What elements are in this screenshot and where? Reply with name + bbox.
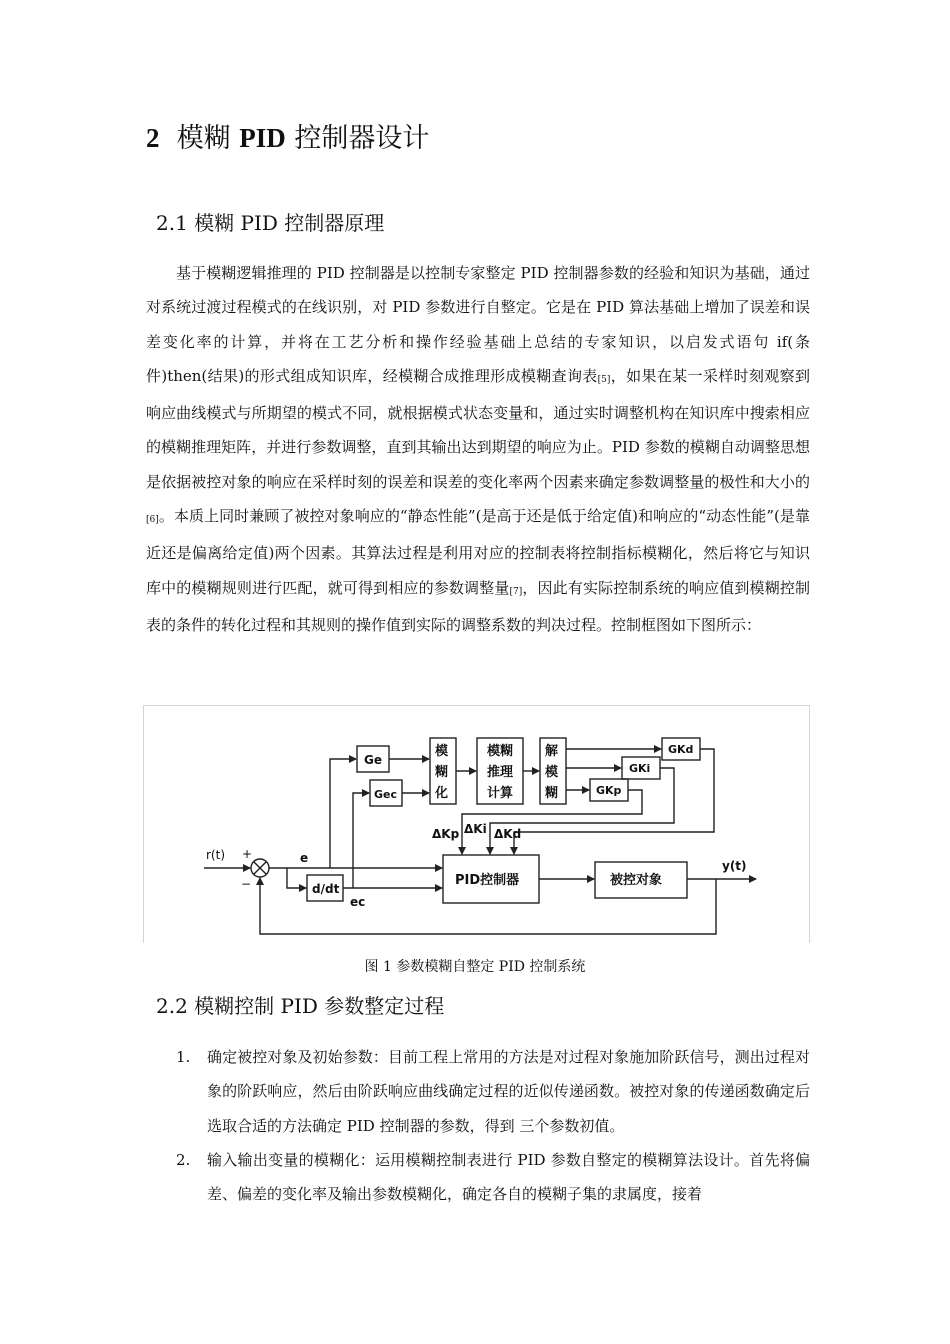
list-number: 2. bbox=[176, 1150, 191, 1169]
section-title-pid: PID bbox=[239, 123, 286, 153]
paragraph-part-4: ，因此有实际控制系统的响应值到模糊控制表的条件的转化过程和其规则的操作值到实际的调整系数的判决过程。控制框图如下图所示： bbox=[146, 578, 810, 634]
label-minus: − bbox=[241, 877, 252, 891]
label-plant: 被控对象 bbox=[610, 873, 663, 888]
label-gec: Gec bbox=[374, 788, 398, 801]
label-ddt: d/dt bbox=[312, 882, 340, 896]
paragraph-part-1: 基于模糊逻辑推理的 PID 控制器是以控制专家整定 PID 控制器参数的经验和知识为基础，通过对系统过渡过程模式的在线识别，对 PID 参数进行自整定。它是在 PID 算法基础上增加了误差和误差变化率的计算，并将在工艺分析和操作经验基础上总结的专家知识，以启发式语句 if(条件)then(结果)的形式组成知识库，经模糊合成推理形成模糊查询表 bbox=[146, 264, 810, 385]
paragraph-part-2: ，如果在某一采样时刻观察到响应曲线模式与所期望的模式不同，就根据模式状态变量和，通过实时调整机构在知识库中搜索相应的模糊推理矩阵，并进行参数调整，直到其输出达到期望的响应为止。PID 参数的模糊自动调整思想是依据被控对象的响应在采样时刻的误差和误差的变化率两个因素来确定参数调整量的极性和大小的 bbox=[146, 366, 810, 491]
label-yt: y(t) bbox=[722, 859, 747, 873]
section-title-post: 控制器设计 bbox=[294, 123, 430, 154]
label-delta-kd: ΔKd bbox=[494, 827, 522, 841]
label-delta-kp: ΔKp bbox=[432, 827, 460, 841]
line-e-to-ddt bbox=[287, 868, 306, 888]
section-number: 2 bbox=[146, 123, 160, 153]
paragraph-part-3: 。本质上同时兼顾了被控对象响应的“静态性能”(是高于还是低于给定值)和响应的“动态性能”(是靠近还是偏离给定值)两个因素。其算法过程是利用对应的控制表将控制指标模糊化，然后将它与知识库中的模糊规则进行匹配，就可得到相应的参数调整量 bbox=[146, 507, 810, 597]
label-ge: Ge bbox=[364, 753, 382, 767]
list-text: 确定被控对象及初始参数：目前工程上常用的方法是对过程对象施加阶跃信号，测出过程对象的阶跃响应，然后由阶跃响应曲线确定过程的近似传递函数。被控对象的传递函数确定后选取合适的方法确定 PID 控制器的参数，得到 三个参数初值。 bbox=[207, 1048, 810, 1135]
label-gkd: GKd bbox=[668, 743, 694, 756]
figure-caption: 图 1 参数模糊自整定 PID 控制系统 bbox=[364, 959, 586, 975]
label-infer-2: 推理 bbox=[487, 765, 514, 780]
list-text: 输入输出变量的模糊化：运用模糊控制表进行 PID 参数自整定的模糊算法设计。首先将偏差、偏差的变化率及输出参数模糊化，确定各自的模糊子集的隶属度，接着 bbox=[207, 1150, 810, 1204]
label-rt: r(t) bbox=[206, 848, 226, 862]
subsection-heading-2-2: 2.2 模糊控制 PID 参数整定过程 bbox=[156, 994, 445, 1018]
section-title-pre: 模糊 bbox=[176, 123, 231, 154]
label-defuzz-3: 糊 bbox=[545, 786, 559, 801]
list-item bbox=[176, 1143, 810, 1212]
label-gkp: GKp bbox=[596, 784, 622, 797]
label-fuzzify-1: 模 bbox=[435, 744, 449, 759]
label-defuzz-1: 解 bbox=[545, 744, 559, 759]
label-fuzzify-3: 化 bbox=[435, 786, 449, 801]
label-infer-3: 计算 bbox=[487, 786, 514, 801]
list-item bbox=[176, 1040, 810, 1143]
label-pid: PID控制器 bbox=[455, 873, 520, 888]
label-plus: + bbox=[242, 847, 253, 861]
label-delta-ki: ΔKi bbox=[464, 822, 487, 836]
citation-6: [6] bbox=[146, 515, 159, 526]
label-gki: GKi bbox=[629, 762, 651, 775]
citation-5: [5] bbox=[597, 374, 611, 385]
block-diagram-svg bbox=[144, 706, 809, 943]
section-heading bbox=[146, 116, 429, 155]
subsection-heading-2-1: 2.1 模糊 PID 控制器原理 bbox=[156, 211, 385, 235]
body-paragraph bbox=[146, 256, 810, 642]
label-fuzzify-2: 糊 bbox=[435, 765, 449, 780]
procedure-list bbox=[176, 1040, 810, 1211]
list-number: 1. bbox=[176, 1048, 191, 1066]
label-ec: ec bbox=[350, 895, 366, 909]
label-defuzz-2: 模 bbox=[545, 765, 559, 780]
line-ec-to-gec bbox=[353, 793, 369, 888]
control-block-diagram bbox=[143, 705, 810, 943]
label-e: e bbox=[300, 851, 309, 865]
line-e-to-ge bbox=[330, 759, 356, 868]
label-infer-1: 模糊 bbox=[487, 744, 514, 759]
citation-7: [7] bbox=[509, 586, 523, 597]
line-gki-feedback bbox=[490, 768, 674, 854]
